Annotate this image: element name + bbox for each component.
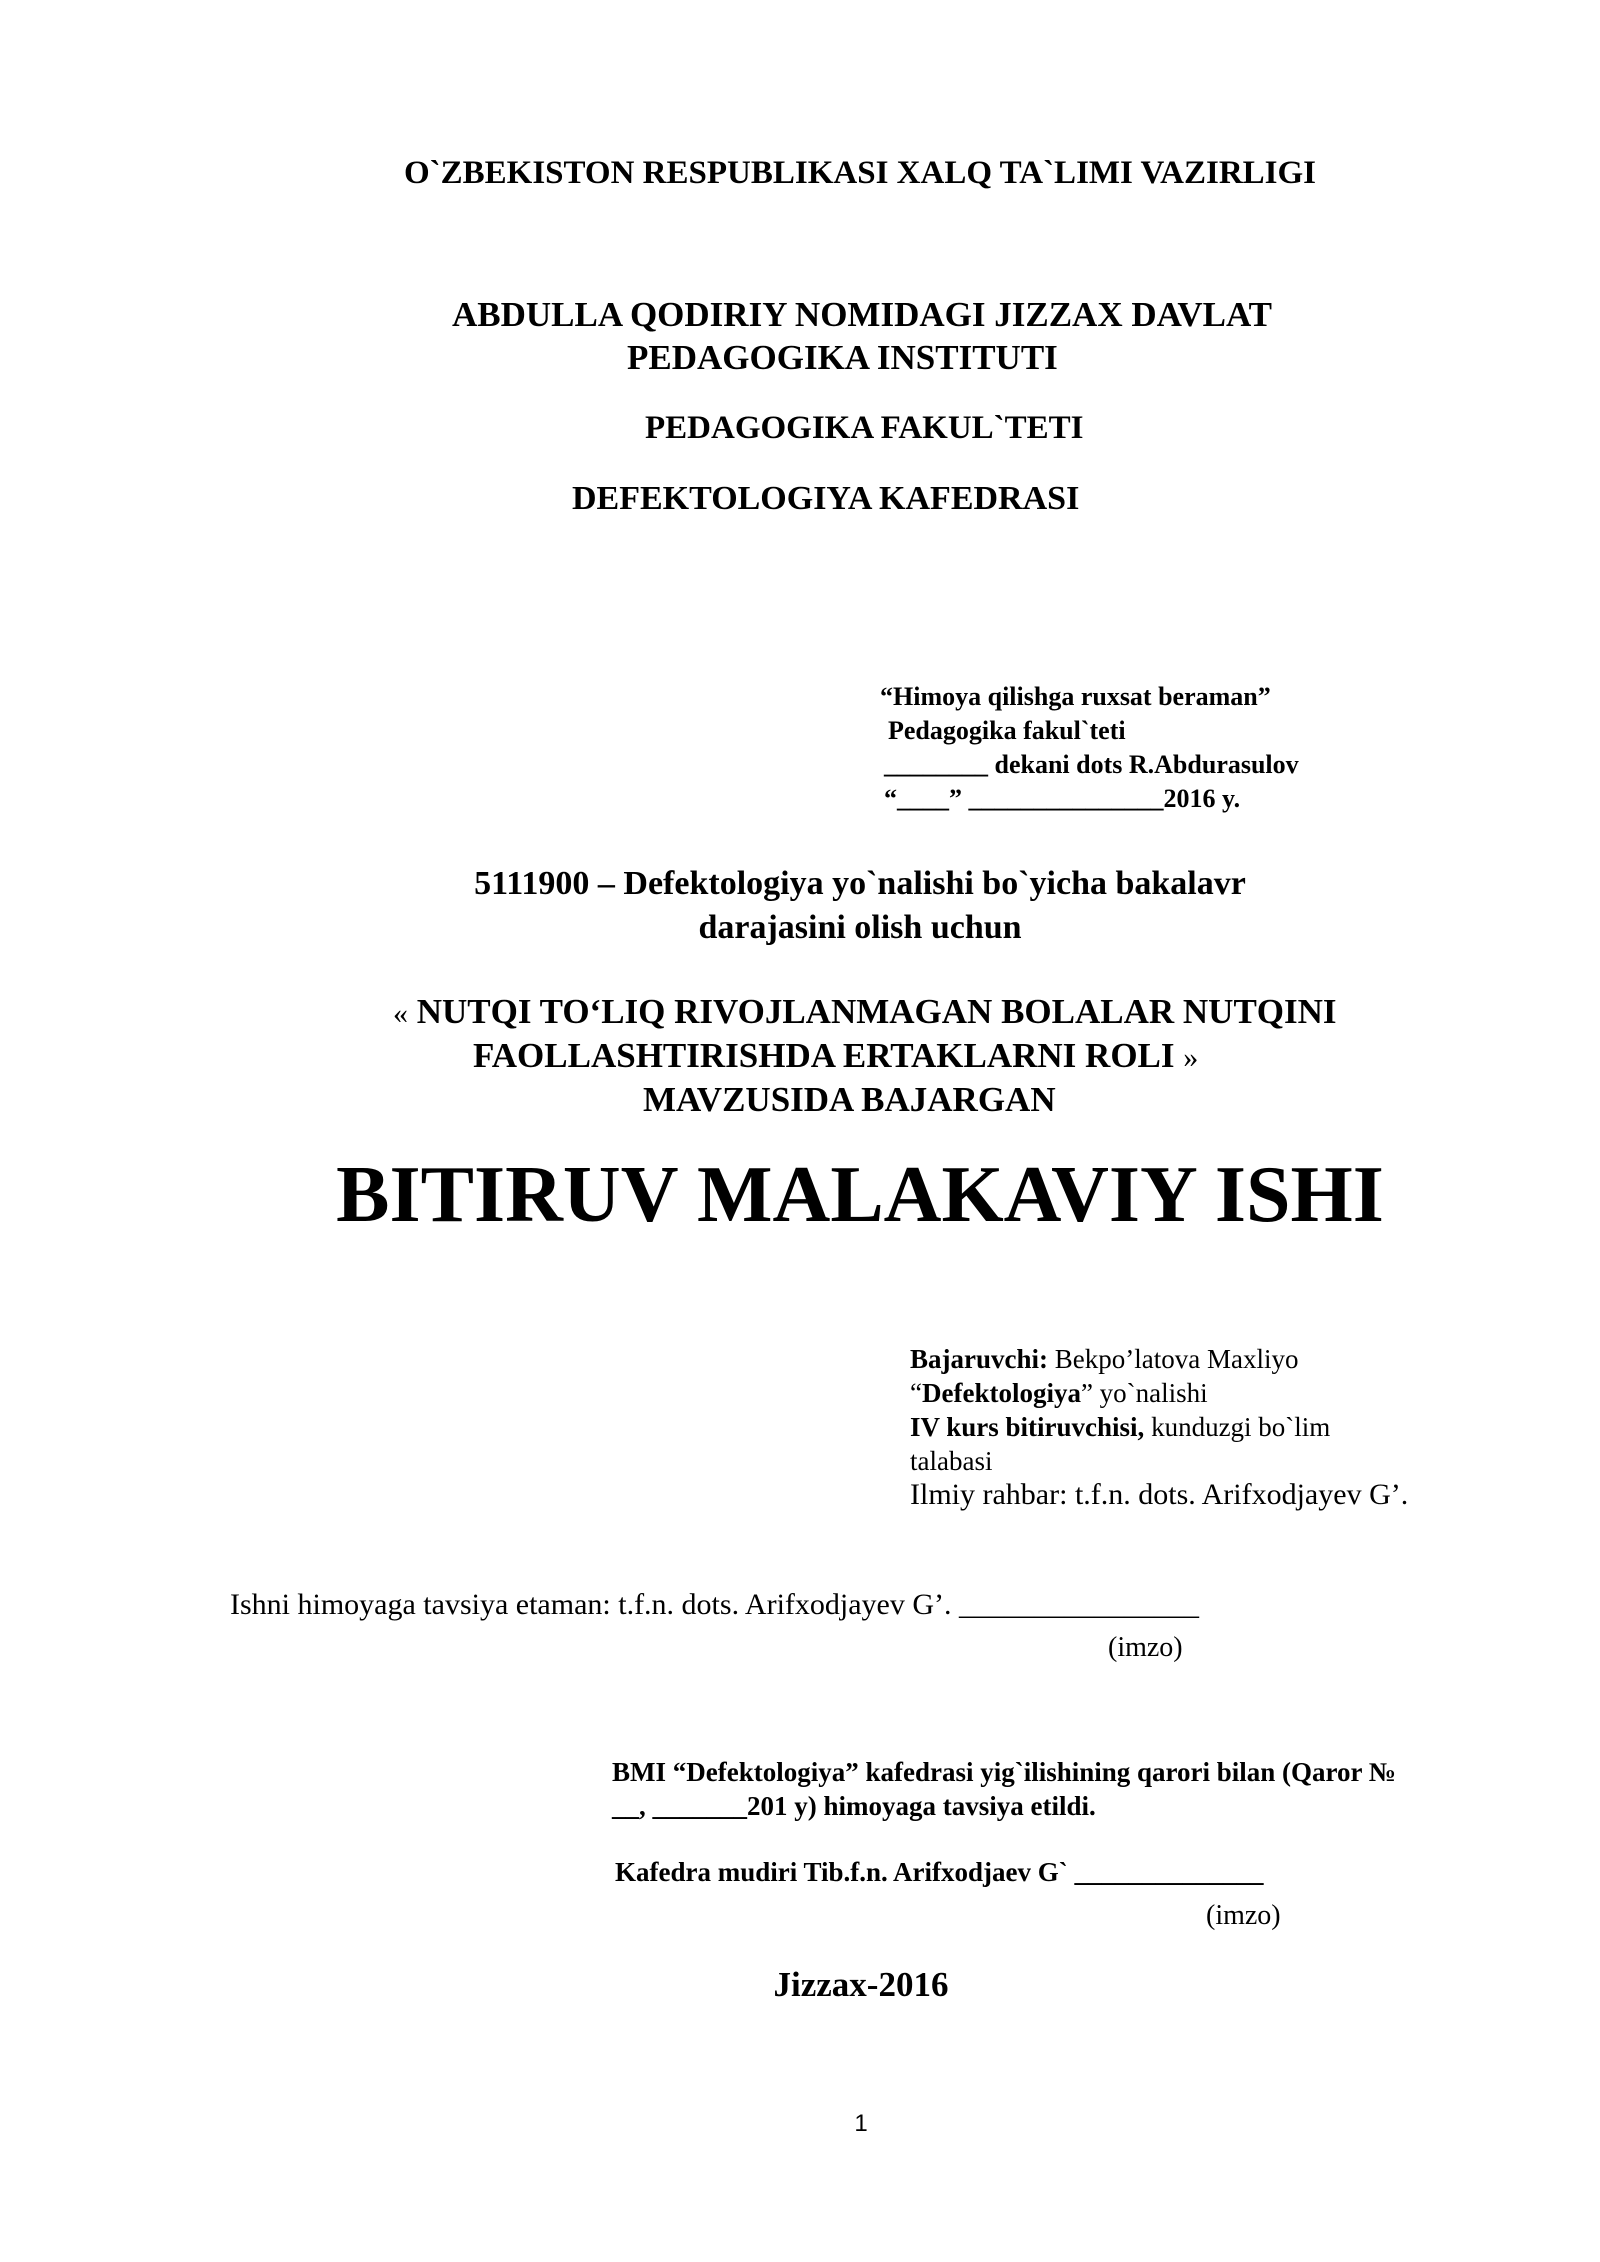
course-rest: kunduzgi bo`lim bbox=[1144, 1412, 1331, 1442]
approval-line-1: “Himoya qilishga ruxsat beraman” bbox=[880, 682, 1271, 711]
decision-line-2: __, _______201 y) himoyaga tavsiya etildi. bbox=[612, 1791, 1096, 1821]
topic-line-1 bbox=[393, 992, 1337, 1032]
recommendation-line: Ishni himoyaga tavsiya etaman: t.f.n. dots. Arifxodjayev G’. ________________ bbox=[230, 1588, 1200, 1621]
author-label: Bajaruvchi: bbox=[910, 1344, 1048, 1374]
head-signature: (imzo) bbox=[1206, 1900, 1281, 1931]
student-line: talabasi bbox=[910, 1446, 993, 1476]
course-label: IV kurs bitiruvchisi, bbox=[910, 1412, 1145, 1442]
topic-text-2: FAOLLASHTIRISHDA ERTAKLARNI ROLI bbox=[473, 1036, 1175, 1075]
institute-name-line-1: ABDULLA QODIRIY NOMIDAGI JIZZAX DAVLAT bbox=[452, 295, 1273, 334]
department-name: DEFEKTOLOGIYA KAFEDRASI bbox=[572, 480, 1080, 517]
city-year: Jizzax-2016 bbox=[773, 1965, 949, 2004]
approval-line-3: ________ dekani dots R.Abdurasulov bbox=[884, 750, 1299, 779]
major-rest: ” yo`nalishi bbox=[1080, 1378, 1208, 1408]
major-open-quote: “ bbox=[910, 1378, 922, 1408]
topic-close-quote: » bbox=[1183, 1041, 1199, 1074]
approval-line-4: “____” _______________2016 y. bbox=[884, 784, 1241, 813]
degree-line-1: 5111900 – Defektologiya yo`nalishi bo`yicha bakalavr bbox=[474, 865, 1246, 902]
institute-name-line-2: PEDAGOGIKA INSTITUTI bbox=[627, 338, 1058, 377]
ministry-heading: O`ZBEKISTON RESPUBLIKASI XALQ TA`LIMI VAZIRLIGI bbox=[403, 155, 1317, 191]
decision-line-1: BMI “Defektologiya” kafedrasi yig`ilishining qarori bilan (Qaror № bbox=[612, 1757, 1396, 1787]
major-line bbox=[910, 1376, 1208, 1410]
approval-line-2: Pedagogika fakul`teti bbox=[888, 716, 1126, 745]
document-title: BITIRUV MALAKAVIY ISHI bbox=[336, 1151, 1384, 1239]
course-line bbox=[910, 1410, 1330, 1444]
advisor-line: Ilmiy rahbar: t.f.n. dots. Arifxodjayev G’. bbox=[910, 1478, 1409, 1511]
topic-open-quote: « bbox=[393, 997, 408, 1030]
degree-purpose bbox=[0, 862, 1600, 950]
page-number: 1 bbox=[854, 2110, 868, 2137]
recommendation-signature: (imzo) bbox=[1108, 1632, 1183, 1663]
degree-line-2: darajasini olish uchun bbox=[698, 909, 1022, 946]
topic-line-2 bbox=[473, 1036, 1198, 1076]
topic-line-3: MAVZUSIDA BAJARGAN bbox=[643, 1080, 1056, 1119]
department-head-line: Kafedra mudiri Tib.f.n. Arifxodjaev G` ______________ bbox=[615, 1857, 1264, 1887]
author-line bbox=[910, 1342, 1298, 1376]
topic-text-1: NUTQI TO‘LIQ RIVOJLANMAGAN BOLALAR NUTQINI bbox=[416, 992, 1337, 1031]
major-name: Defektologiya bbox=[921, 1378, 1081, 1408]
author-name: Bekpo’latova Maxliyo bbox=[1048, 1344, 1299, 1374]
faculty-name: PEDAGOGIKA FAKUL`TETI bbox=[645, 410, 1084, 446]
